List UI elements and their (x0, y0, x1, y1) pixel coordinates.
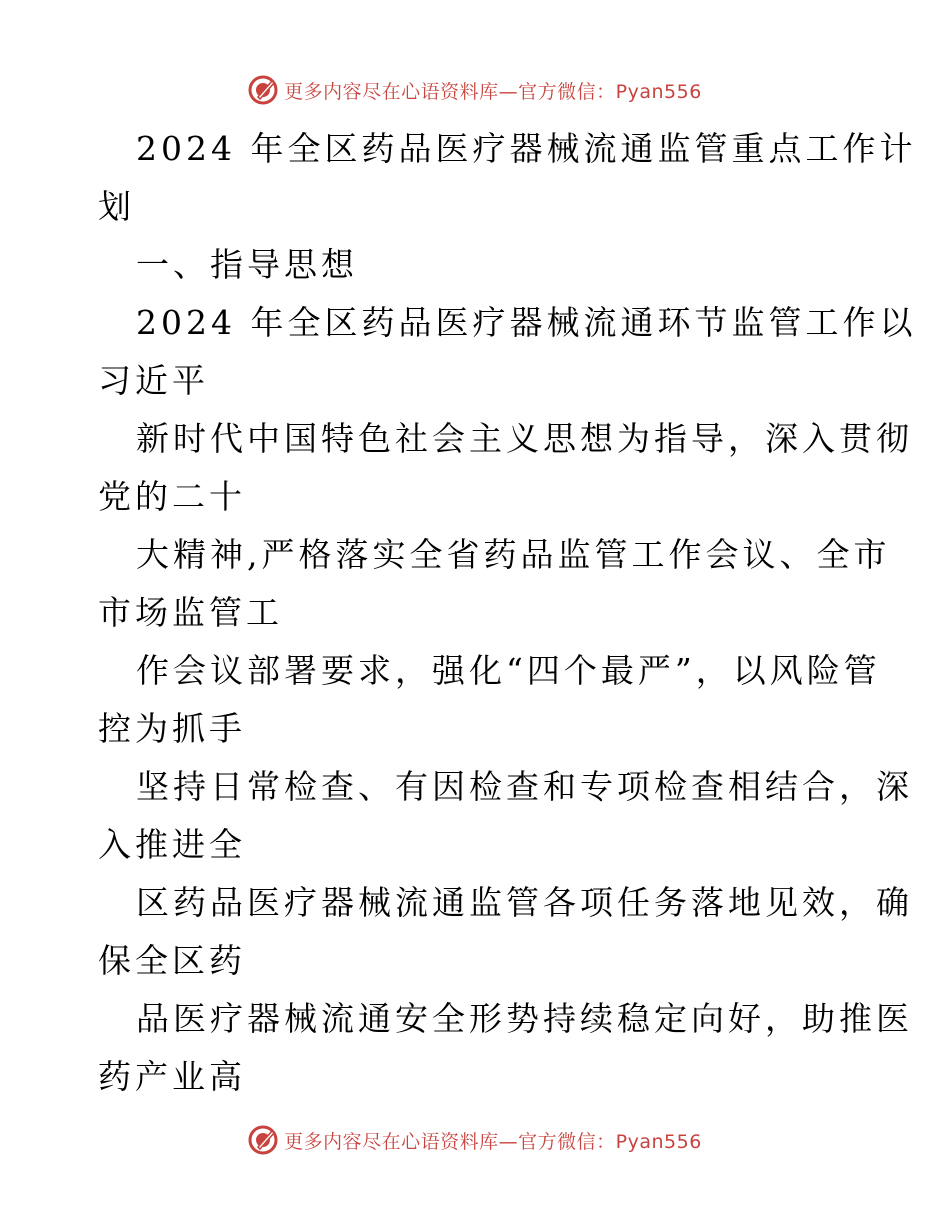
paragraph-line: 入推进全 (98, 825, 246, 864)
paragraph-line: 控为抓手 (98, 709, 246, 748)
section-heading: 一、指导思想 (136, 245, 358, 284)
footer-banner (0, 1120, 950, 1160)
paragraph-line: 药产业高 (98, 1057, 246, 1096)
paragraph-line: 区药品医疗器械流通监管各项任务落地见效，确 (136, 883, 913, 922)
paragraph-line: 作会议部署要求，强化“四个最严”，以风险管 (136, 651, 881, 690)
paragraph-line: 习近平 (98, 361, 209, 400)
footer-banner-text: 更多内容尽在心语资料库—官方微信：Pyan556 (284, 1130, 702, 1153)
paragraph-line: 大精神,严格落实全省药品监管工作会议、全市 (136, 535, 891, 574)
title-line-1: 2024 年全区药品医疗器械流通监管重点工作计 (136, 129, 917, 168)
pen-logo-icon (248, 1125, 278, 1155)
title-line-2: 划 (98, 187, 135, 226)
paragraph-line: 保全区药 (98, 941, 246, 980)
header-banner (0, 70, 950, 110)
paragraph-line: 党的二十 (98, 477, 246, 516)
paragraph-line: 品医疗器械流通安全形势持续稳定向好，助推医 (136, 999, 913, 1038)
paragraph-line: 2024 年全区药品医疗器械流通环节监管工作以 (136, 303, 917, 342)
paragraph-line: 市场监管工 (98, 593, 283, 632)
header-banner-text: 更多内容尽在心语资料库—官方微信：Pyan556 (284, 80, 702, 103)
paragraph-line: 新时代中国特色社会主义思想为指导，深入贯彻 (136, 419, 913, 458)
paragraph-line: 坚持日常检查、有因检查和专项检查相结合，深 (136, 767, 913, 806)
pen-logo-icon (248, 75, 278, 105)
